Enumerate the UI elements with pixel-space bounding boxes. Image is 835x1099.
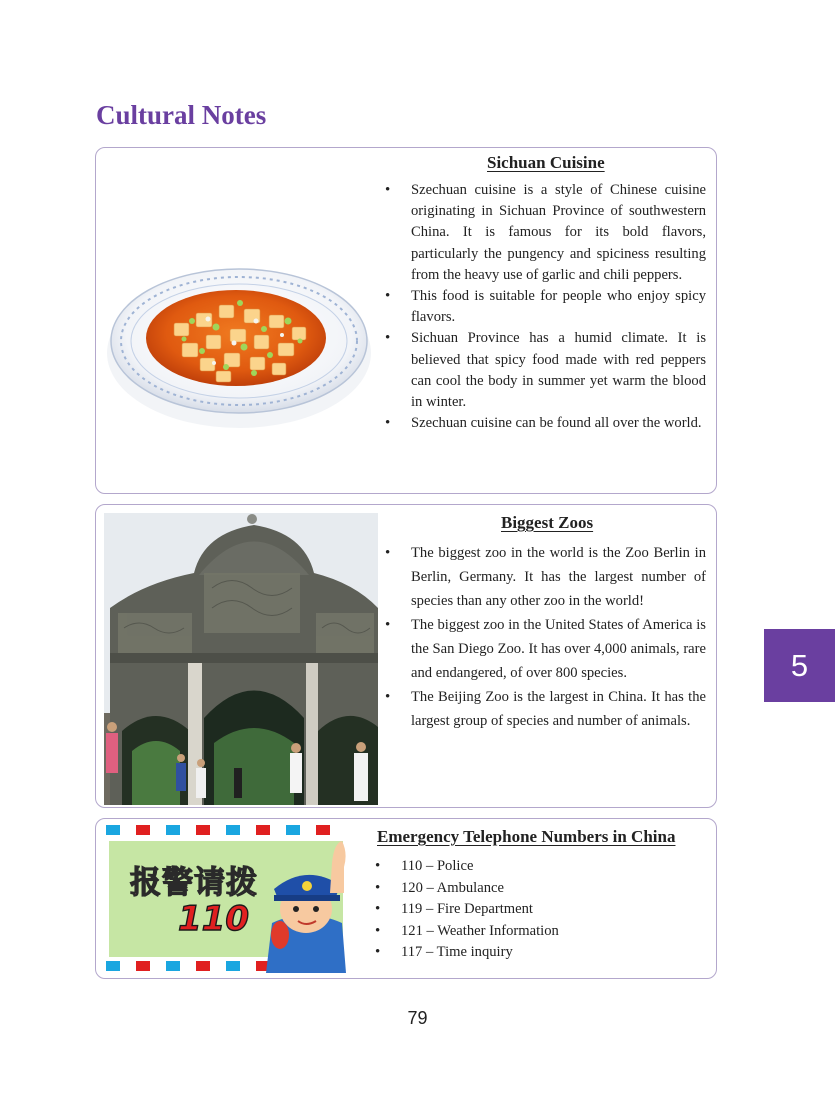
list-item: • The biggest zoo in the world is the Zoo Berlin in Berlin, Germany. It has the largest number of species than any other zoo in the world! — [384, 541, 706, 613]
list-item: • 120 – Ambulance — [374, 878, 704, 900]
sichuan-cuisine-bullets — [384, 180, 706, 434]
mapo-tofu-dish-image — [104, 243, 374, 443]
page-number: 79 — [407, 1008, 428, 1028]
poster-110-number: 110 — [178, 899, 249, 939]
sichuan-cuisine-box — [95, 147, 717, 494]
emergency-numbers-box — [95, 818, 717, 979]
chapter-tab: 5 — [764, 629, 835, 702]
page-title: Cultural Notes — [96, 100, 267, 130]
list-item: • 117 – Time inquiry — [374, 942, 704, 964]
poster-chinese-text: 报警请拨 — [130, 865, 258, 901]
biggest-zoos-box — [95, 504, 717, 808]
list-item: • This food is suitable for people who enjoy spicy flavors. — [384, 286, 706, 328]
emergency-numbers-list — [374, 856, 704, 964]
list-item: • 121 – Weather Information — [374, 921, 704, 943]
biggest-zoos-title: Biggest Zoos — [501, 513, 594, 532]
list-item: • The Beijing Zoo is the largest in China. It has the largest group of species and number of animals. — [384, 685, 706, 733]
list-item: • Szechuan cuisine can be found all over the world. — [384, 413, 706, 434]
list-item: • 119 – Fire Department — [374, 899, 704, 921]
list-item: • 110 – Police — [374, 856, 704, 878]
list-item: • Sichuan Province has a humid climate. It is believed that spicy food made with red peppers can cool the body in summer yet warm the blood in winter. — [384, 328, 706, 413]
beijing-zoo-gate-image — [104, 513, 378, 805]
list-item: • The biggest zoo in the United States of America is the San Diego Zoo. It has over 4,000 animals, rare and endangered, of over 800 species. — [384, 613, 706, 685]
biggest-zoos-bullets — [384, 541, 706, 733]
list-item: • Szechuan cuisine is a style of Chinese cuisine originating in Sichuan Province of southwestern China. It is famous for its bold flavors, particularly the pungency and spiciness resulting from the heavy use of garlic and chili peppers. — [384, 180, 706, 286]
sichuan-cuisine-title: Sichuan Cuisine — [487, 153, 605, 172]
emergency-numbers-title: Emergency Telephone Numbers in China — [377, 827, 676, 846]
